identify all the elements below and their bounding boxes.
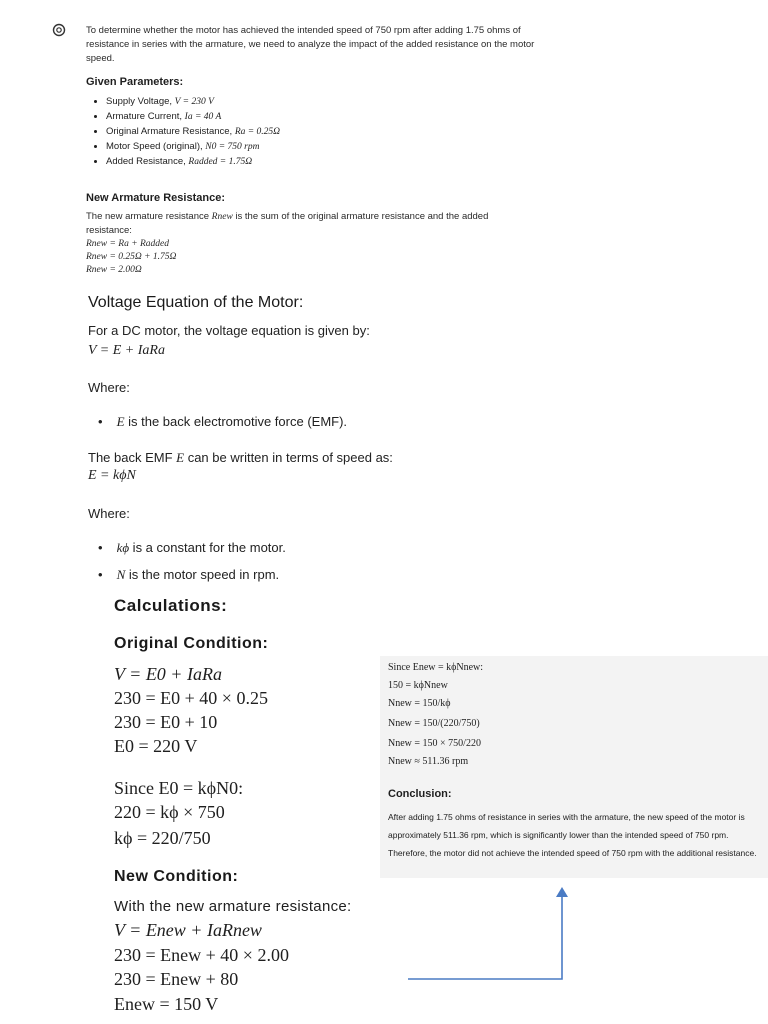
bullet-emf: • E is the back electromotive force (EMF).	[98, 414, 348, 429]
new-condition-heading: New Condition:	[114, 868, 239, 885]
new-resistance-heading: New Armature Resistance:	[86, 192, 225, 204]
list-item: • Armature Current, Ia = 40 A	[106, 111, 486, 122]
list-item: • Original Armature Resistance, Ra = 0.25Ω	[106, 126, 486, 137]
new-resistance-eq-3: Rnew = 2.00Ω	[86, 265, 142, 275]
new-condition-intro: With the new armature resistance:	[114, 898, 352, 915]
conclusion-text: After adding 1.75 ohms of resistance in series with the armature, the new speed of the motor is approximately 511.36 rpm, which is significantly lower than the intended speed of 750 rpm. Therefore, the motor did not achieve the intended speed of 750 rpm with the additional resistance.	[388, 812, 757, 858]
new-eq-1: V = Enew + IaRnew	[114, 920, 262, 940]
inset-eq-5: Nnew = 150 × 750/220	[388, 738, 481, 749]
since-eq-1: Since E0 = kϕN0:	[114, 778, 244, 798]
since-eq-2: 220 = kϕ × 750	[114, 802, 225, 822]
inset-panel	[380, 656, 768, 878]
inset-eq-2: 150 = kϕNnew	[388, 680, 448, 691]
since-eq-3: kϕ = 220/750	[114, 828, 211, 848]
where-label-2: Where:	[88, 506, 130, 521]
list-item: • Motor Speed (original), N0 = 750 rpm	[106, 141, 486, 152]
where-label-1: Where:	[88, 380, 130, 395]
back-emf-equation: E = kϕN	[88, 468, 136, 483]
inset-eq-1: Since Enew = kϕNnew:	[388, 662, 484, 673]
new-resistance-eq-2: Rnew = 0.25Ω + 1.75Ω	[86, 252, 177, 262]
new-eq-2: 230 = Enew + 40 × 2.00	[114, 945, 289, 965]
original-eq-3: 230 = E0 + 10	[114, 712, 218, 732]
list-item: • Added Resistance, Radded = 1.75Ω	[106, 156, 486, 167]
assistant-logo-icon	[52, 23, 66, 37]
list-item: • Supply Voltage, V = 230 V	[106, 96, 486, 107]
annotation-arrow	[400, 885, 580, 990]
original-eq-2: 230 = E0 + 40 × 0.25	[114, 688, 268, 708]
given-list	[86, 96, 486, 171]
conclusion-heading: Conclusion:	[388, 788, 452, 800]
voltage-equation: V = E + IaRa	[88, 343, 165, 358]
given-heading: Given Parameters:	[86, 76, 184, 88]
new-eq-3: 230 = Enew + 80	[114, 969, 239, 989]
new-resistance-eq-1: Rnew = Ra + Radded	[86, 239, 169, 249]
new-resistance-text: The new armature resistance Rnew is the sum of the original armature resistance and the added resistance:	[86, 211, 489, 236]
inset-eq-3: Nnew = 150/kϕ	[388, 698, 451, 709]
inset-eq-4: Nnew = 150/(220/750)	[388, 718, 480, 729]
inset-eq-6: Nnew ≈ 511.36 rpm	[388, 756, 469, 767]
original-eq-1: V = E0 + IaRa	[114, 664, 222, 684]
intro-paragraph: To determine whether the motor has achieved the intended speed of 750 rpm after adding 1.75 ohms of resistance in series with the armature, we need to analyze the impact of the added resistance on the motor speed.	[86, 25, 535, 64]
bullet-kphi: • kϕ is a constant for the motor.	[98, 540, 286, 555]
bullet-n: • N is the motor speed in rpm.	[98, 567, 280, 582]
voltage-heading: Voltage Equation of the Motor:	[88, 294, 304, 311]
voltage-intro: For a DC motor, the voltage equation is given by:	[88, 323, 370, 338]
calculations-heading: Calculations:	[114, 596, 228, 615]
original-eq-4: E0 = 220 V	[114, 736, 198, 756]
new-eq-4: Enew = 150 V	[114, 994, 219, 1014]
back-emf-text: The back EMF E can be written in terms of speed as:	[88, 450, 393, 465]
original-condition-heading: Original Condition:	[114, 635, 269, 652]
